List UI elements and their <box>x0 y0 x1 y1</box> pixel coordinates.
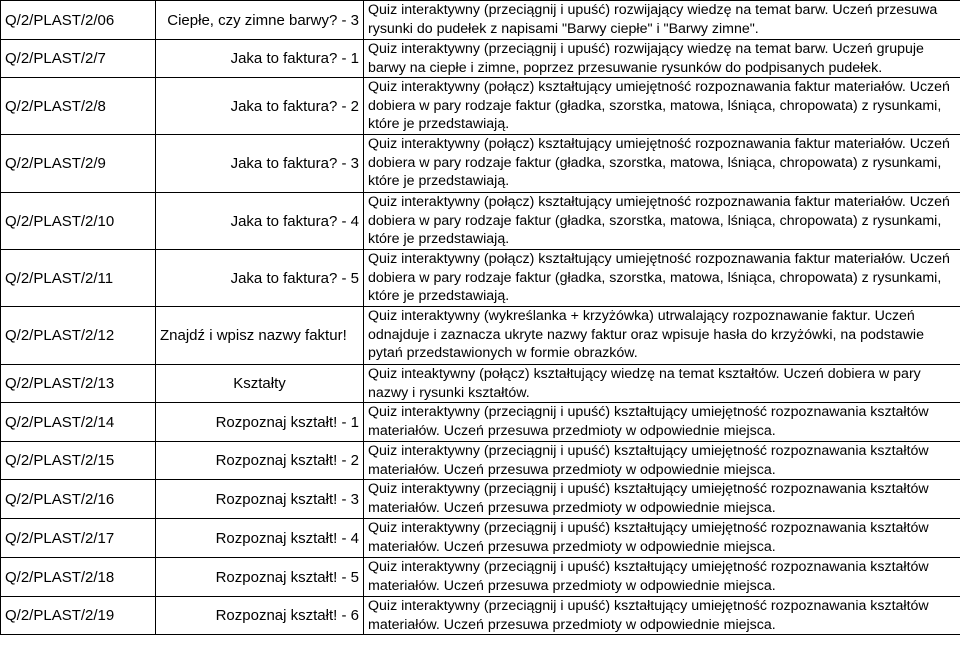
resource-title: Jaka to faktura? - 1 <box>156 40 364 78</box>
resource-title: Rozpoznaj kształt! - 5 <box>156 558 364 597</box>
resource-description: Quiz interaktywny (przeciągnij i upuść) kształtujący umiejętność rozpoznawania kształtów materiałów. Uczeń przesuwa przedmioty w odpowiednie miejsca. <box>364 442 960 480</box>
resource-code: Q/2/PLAST/2/06 <box>1 1 156 40</box>
resource-code: Q/2/PLAST/2/12 <box>1 307 156 365</box>
resource-title: Rozpoznaj kształt! - 2 <box>156 442 364 480</box>
resource-description: Quiz interaktywny (przeciągnij i upuść) rozwijający wiedzę na temat barw. Uczeń grupuje barwy na ciepłe i zimne, poprzez przesuwanie rysunków do podpisanych pudełek. <box>364 40 960 78</box>
table-row <box>1 480 960 519</box>
table-row <box>1 442 960 480</box>
resource-title: Znajdź i wpisz nazwy faktur! <box>156 307 364 365</box>
table-row <box>1 1 960 40</box>
resource-description: Quiz interaktywny (przeciągnij i upuść) kształtujący umiejętność rozpoznawania kształtów materiałów. Uczeń przesuwa przedmioty w odpowiednie miejsca. <box>364 558 960 597</box>
resource-title: Jaka to faktura? - 4 <box>156 193 364 250</box>
table-row <box>1 403 960 442</box>
resource-description: Quiz interaktywny (połącz) kształtujący umiejętność rozpoznawania faktur materiałów. Uczeń dobiera w pary rodzaje faktur (gładka, szorstka, matowa, lśniąca, chropowata) z rysunkami, które je przedstawiają. <box>364 193 960 250</box>
resource-code: Q/2/PLAST/2/16 <box>1 480 156 519</box>
resource-code: Q/2/PLAST/2/13 <box>1 365 156 403</box>
resource-code: Q/2/PLAST/2/14 <box>1 403 156 442</box>
resource-code: Q/2/PLAST/2/8 <box>1 78 156 135</box>
resource-code: Q/2/PLAST/2/19 <box>1 597 156 635</box>
table-row <box>1 78 960 135</box>
resource-description: Quiz interaktywny (połącz) kształtujący umiejętność rozpoznawania faktur materiałów. Uczeń dobiera w pary rodzaje faktur (gładka, szorstka, matowa, lśniąca, chropowata) z rysunkami, które je przedstawiają. <box>364 250 960 307</box>
resource-title: Rozpoznaj kształt! - 4 <box>156 519 364 558</box>
resource-title: Jaka to faktura? - 5 <box>156 250 364 307</box>
resource-code: Q/2/PLAST/2/10 <box>1 193 156 250</box>
resource-title: Rozpoznaj kształt! - 3 <box>156 480 364 519</box>
resource-description: Quiz interaktywny (przeciągnij i upuść) kształtujący umiejętność rozpoznawania kształtów materiałów. Uczeń przesuwa przedmioty w odpowiednie miejsca. <box>364 403 960 442</box>
resource-title: Rozpoznaj kształt! - 1 <box>156 403 364 442</box>
table-row <box>1 250 960 307</box>
table-row <box>1 135 960 193</box>
resource-code: Q/2/PLAST/2/15 <box>1 442 156 480</box>
resource-description: Quiz interaktywny (połącz) kształtujący umiejętność rozpoznawania faktur materiałów. Uczeń dobiera w pary rodzaje faktur (gładka, szorstka, matowa, lśniąca, chropowata) z rysunkami, które je przedstawiają. <box>364 135 960 193</box>
resource-title: Ciepłe, czy zimne barwy? - 3 <box>156 1 364 40</box>
table-row <box>1 597 960 635</box>
resource-title: Kształty <box>156 365 364 403</box>
table-row <box>1 558 960 597</box>
resource-title: Jaka to faktura? - 2 <box>156 78 364 135</box>
resource-code: Q/2/PLAST/2/9 <box>1 135 156 193</box>
resource-description: Quiz interaktywny (przeciągnij i upuść) kształtujący umiejętność rozpoznawania kształtów materiałów. Uczeń przesuwa przedmioty w odpowiednie miejsca. <box>364 519 960 558</box>
table-row <box>1 365 960 403</box>
resource-code: Q/2/PLAST/2/7 <box>1 40 156 78</box>
resource-table-body <box>1 1 960 635</box>
resource-code: Q/2/PLAST/2/17 <box>1 519 156 558</box>
resource-description: Quiz interaktywny (wykreślanka + krzyżówka) utrwalający rozpoznawanie faktur. Uczeń odnajduje i zaznacza ukryte nazwy faktur oraz wpisuje hasła do krzyżówki, na podstawie pytań przedstawionych w formie obrazków. <box>364 307 960 365</box>
resource-description: Quiz interaktywny (przeciągnij i upuść) rozwijający wiedzę na temat barw. Uczeń przesuwa rysunki do pudełek z napisami "Barwy ciepłe" i "Barwy zimne". <box>364 1 960 40</box>
table-row <box>1 519 960 558</box>
resource-code: Q/2/PLAST/2/18 <box>1 558 156 597</box>
table-row <box>1 307 960 365</box>
resource-title: Rozpoznaj kształt! - 6 <box>156 597 364 635</box>
resource-description: Quiz interaktywny (przeciągnij i upuść) kształtujący umiejętność rozpoznawania kształtów materiałów. Uczeń przesuwa przedmioty w odpowiednie miejsca. <box>364 480 960 519</box>
resource-description: Quiz inteaktywny (połącz) kształtujący wiedzę na temat kształtów. Uczeń dobiera w pary nazwy i rysunki kształtów. <box>364 365 960 403</box>
resource-code: Q/2/PLAST/2/11 <box>1 250 156 307</box>
table-row <box>1 40 960 78</box>
resource-description: Quiz interaktywny (przeciągnij i upuść) kształtujący umiejętność rozpoznawania kształtów materiałów. Uczeń przesuwa przedmioty w odpowiednie miejsca. <box>364 597 960 635</box>
resource-title: Jaka to faktura? - 3 <box>156 135 364 193</box>
table-row <box>1 193 960 250</box>
resource-description: Quiz interaktywny (połącz) kształtujący umiejętność rozpoznawania faktur materiałów. Uczeń dobiera w pary rodzaje faktur (gładka, szorstka, matowa, lśniąca, chropowata) z rysunkami, które je przedstawiają. <box>364 78 960 135</box>
